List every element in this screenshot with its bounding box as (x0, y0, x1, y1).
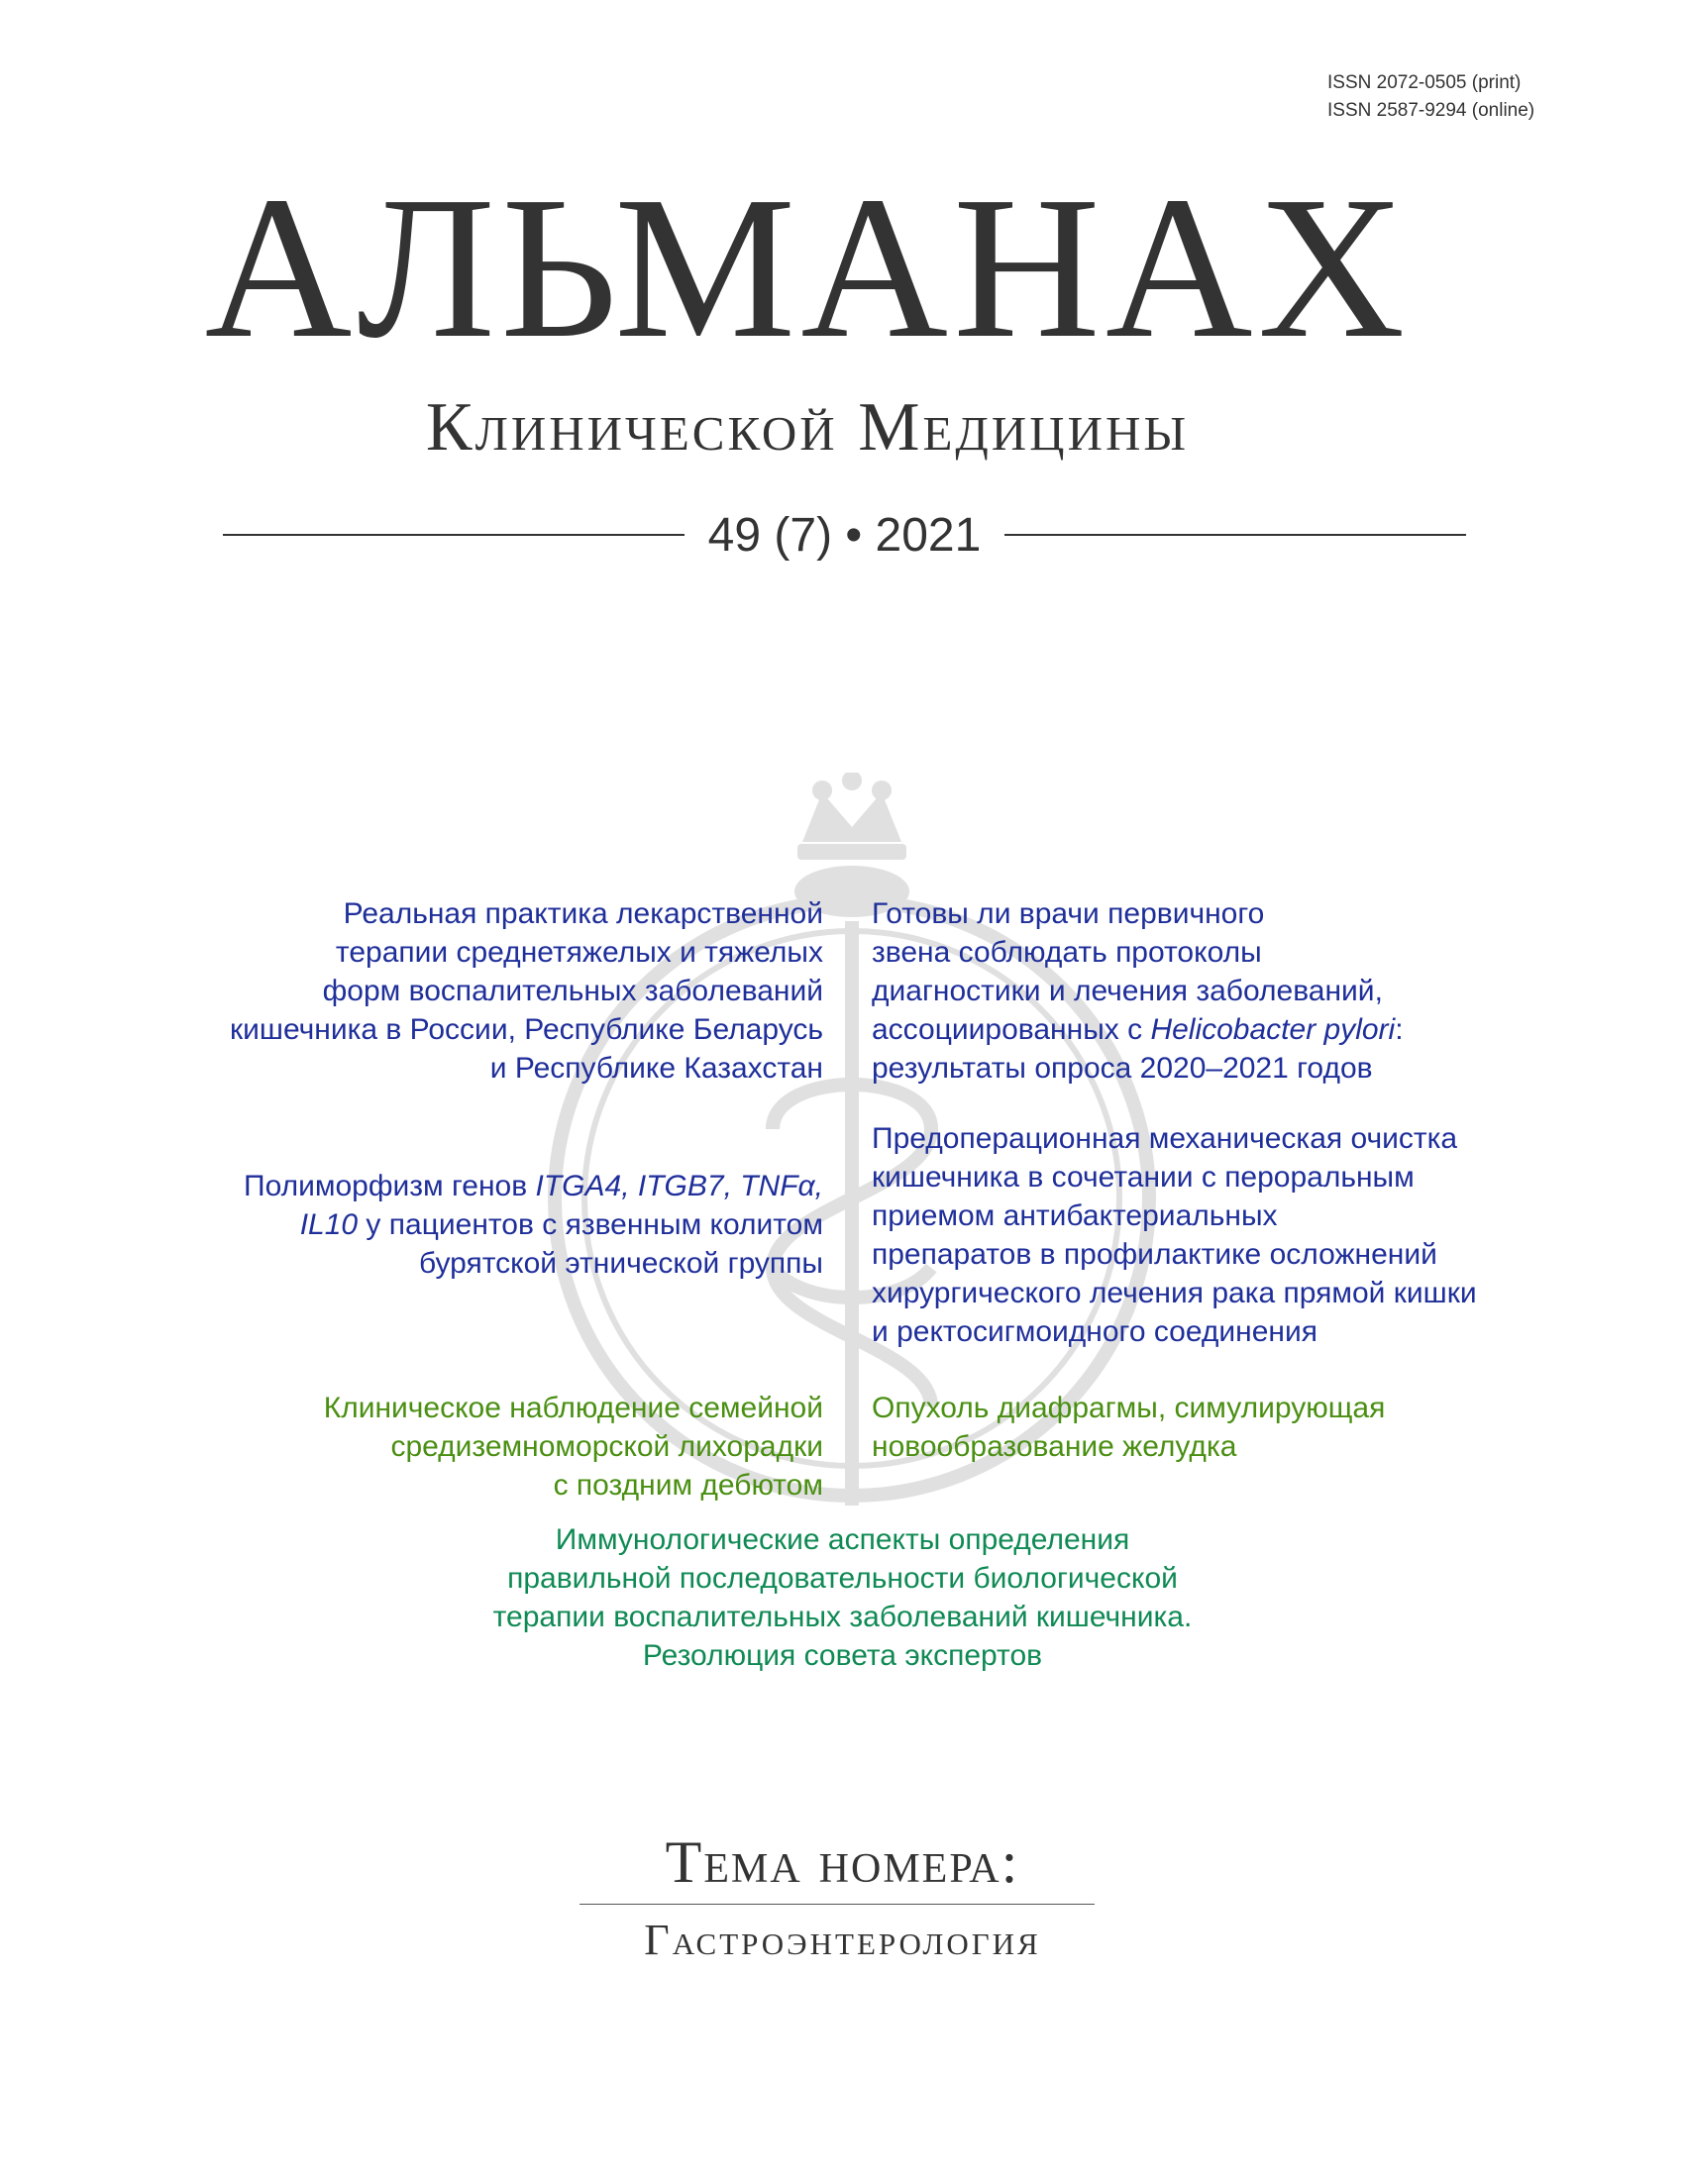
article-line (872, 1010, 1404, 1049)
article-text: Полиморфизм генов (244, 1170, 536, 1202)
article-gene-names: IL10 (299, 1208, 359, 1241)
issn-block (1327, 69, 1534, 125)
article-immunological-aspects[interactable] (0, 1520, 1685, 1675)
article-line: терапии воспалительных заболеваний кишечника. (492, 1601, 1193, 1633)
article-line: Готовы ли врачи первичного (872, 897, 1265, 930)
article-line: результаты опроса 2020–2021 годов (872, 1052, 1373, 1085)
article-line: звена соблюдать протоколы (872, 936, 1262, 969)
article-line: хирургического лечения рака прямой кишки (872, 1277, 1477, 1309)
article-familial-mediterranean-fever[interactable] (324, 1389, 823, 1505)
article-line: новообразование желудка (872, 1430, 1237, 1463)
issue-theme-divider (579, 1904, 1095, 1905)
issn-print: ISSN 2072-0505 (print) (1327, 72, 1522, 93)
journal-title: АЛЬМАНАХ (204, 154, 1411, 380)
issue-theme-value: Гастроэнтерология (644, 1916, 1041, 1964)
article-line: Иммунологические аспекты определения (555, 1523, 1130, 1556)
article-gene-polymorphism[interactable] (244, 1167, 823, 1283)
issue-rule-right (1004, 534, 1466, 536)
article-line: препаратов в профилактике осложнений (872, 1238, 1437, 1271)
article-text: : (1395, 1013, 1404, 1046)
article-line: и ректосигмоидного соединения (872, 1315, 1317, 1348)
article-line (244, 1167, 823, 1205)
article-line: форм воспалительных заболеваний (322, 975, 823, 1007)
article-line: средиземноморской лихорадки (390, 1430, 823, 1463)
issue-theme-label: Тема номера: (665, 1829, 1020, 1895)
article-text: у пациентов с язвенным колитом (358, 1208, 823, 1241)
issue-rule-left (223, 534, 685, 536)
article-line: с поздним дебютом (553, 1469, 823, 1502)
article-preoperative-bowel-cleansing[interactable] (872, 1119, 1477, 1351)
article-line: и Республике Казахстан (489, 1052, 823, 1085)
article-line: Опухоль диафрагмы, симулирующая (872, 1392, 1386, 1424)
article-line: Клиническое наблюдение семейной (323, 1392, 823, 1424)
article-line: Резолюция совета экспертов (642, 1639, 1043, 1672)
article-line: терапии среднетяжелых и тяжелых (335, 936, 823, 969)
article-species-name: Helicobacter pylori (1150, 1013, 1396, 1046)
article-line: правильной последовательности биологической (507, 1562, 1178, 1595)
article-text: ассоциированных с (872, 1013, 1151, 1046)
article-line (244, 1205, 823, 1244)
journal-subtitle: Клинической Медицины (425, 389, 1190, 466)
article-line: бурятской этнической группы (418, 1247, 823, 1280)
article-line: Предоперационная механическая очистка (872, 1122, 1458, 1155)
issn-online: ISSN 2587-9294 (online) (1327, 100, 1535, 121)
article-diaphragm-tumor[interactable] (872, 1389, 1385, 1466)
article-helicobacter-survey[interactable] (872, 894, 1404, 1088)
article-line: диагностики и лечения заболеваний, (872, 975, 1383, 1007)
article-line: приемом антибактериальных (872, 1199, 1278, 1232)
article-ibd-drug-therapy[interactable] (230, 894, 823, 1088)
article-line: Реальная практика лекарственной (343, 897, 823, 930)
issue-row (223, 500, 1466, 570)
article-line: кишечника в России, Республике Беларусь (230, 1013, 823, 1046)
article-line: кишечника в сочетании с пероральным (872, 1161, 1415, 1194)
issue-number: 49 (7) • 2021 (707, 508, 982, 562)
article-gene-names: ITGA4, ITGB7, TNFα, (535, 1170, 823, 1202)
